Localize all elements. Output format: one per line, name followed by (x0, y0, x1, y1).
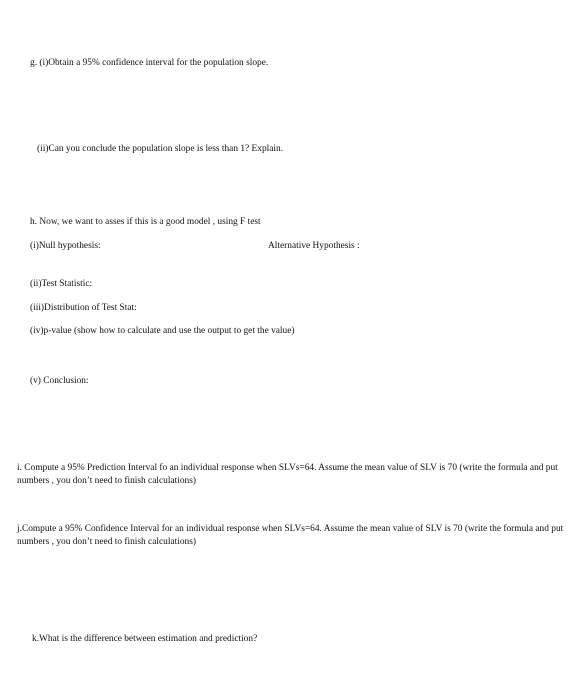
question-g-part-i: g. (i)Obtain a 95% confidence interval for the population slope. (30, 58, 269, 68)
question-h-conclusion: (v) Conclusion: (30, 376, 89, 386)
question-j: j.Compute a 95% Confidence Interval for an individual response when SLVs=64. Assume the mean value of SLV is 70 (write the formula and put numbers , you don’t need to finish calculations) (17, 524, 564, 547)
question-k: k.What is the difference between estimation and prediction? (32, 634, 258, 644)
question-i: i. Compute a 95% Prediction Interval fo an individual response when SLVs=64. Assume the mean value of SLV is 70 (write the formula and put numbers , you don’t need to finish calculations) (17, 463, 558, 486)
question-h-null-hypothesis: (i)Null hypothesis: (30, 241, 101, 251)
question-h-distribution: (iii)Distribution of Test Stat: (30, 303, 137, 313)
question-h-intro: h. Now, we want to asses if this is a good model , using F test (30, 217, 261, 227)
question-h-test-statistic: (ii)Test Statistic: (30, 279, 93, 289)
question-h-p-value: (iv)p-value (show how to calculate and use the output to get the value) (30, 326, 295, 336)
question-h-alternative-hypothesis: Alternative Hypothesis : (268, 241, 360, 251)
question-g-part-ii: (ii)Can you conclude the population slope is less than 1? Explain. (37, 144, 284, 154)
